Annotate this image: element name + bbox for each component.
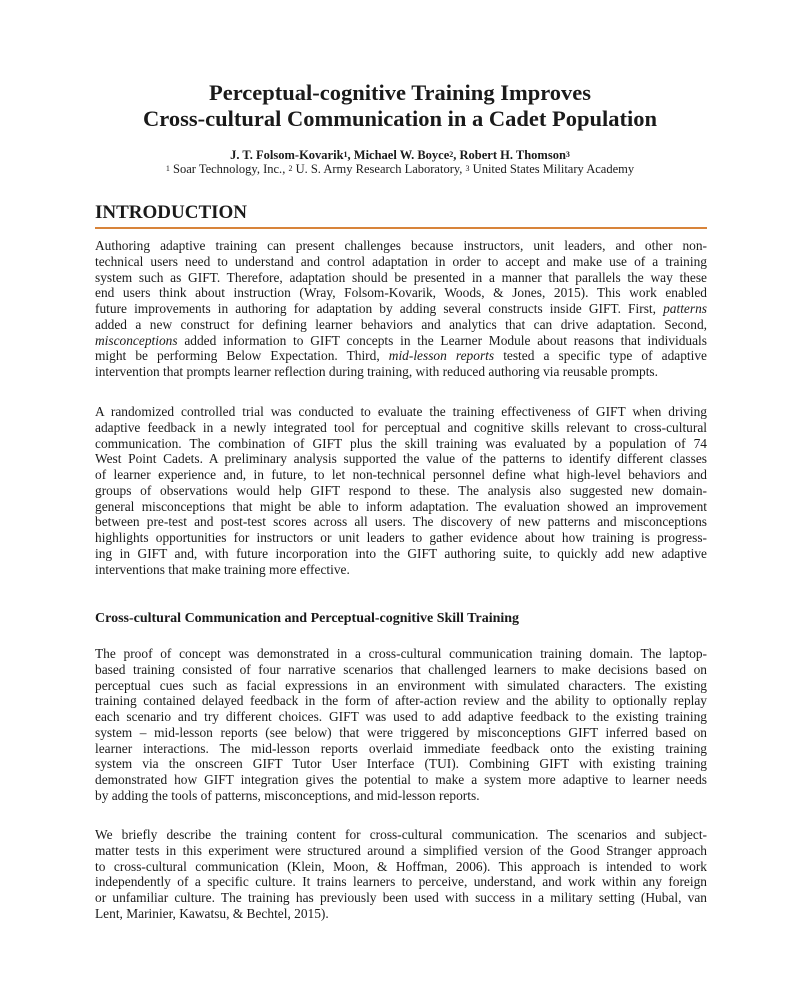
title-line-1: Perceptual-cognitive Training Improves <box>208 80 592 105</box>
introduction-paragraph-1 <box>95 238 707 380</box>
text-line <box>95 348 707 364</box>
text-line: by adding the tools of patterns, misconceptions, and mid-lesson reports. <box>95 787 480 803</box>
text-line: Authoring adaptive training can present challenges because instructors, unit leaders, and other non- <box>95 238 707 253</box>
author-affiliation-mark: 2 <box>449 150 454 159</box>
author-name: Robert H. Thomson <box>459 148 566 162</box>
emphasis-mid-lesson-reports: mid-lesson reports <box>388 348 495 364</box>
title-line-2: Cross-cultural Communication in a Cadet Population <box>143 106 657 131</box>
author-name: J. T. Folsom-Kovarik <box>230 148 344 162</box>
author-list <box>0 148 800 163</box>
text-line: We briefly describe the training content for cross-cultural communication. The scenarios and subject- <box>95 827 707 842</box>
text-line: system via the onscreen GIFT Tutor User Interface (TUI). Combining GIFT with existing training <box>95 756 707 772</box>
text-line: adaptive feedback in a newly integrated tool for perceptual and cognitive skills relevant to cross-cultural <box>95 419 707 435</box>
text-line: general misconceptions that might be able to inform adaptation. The evaluation showed an improvement <box>95 498 707 514</box>
text-run: tested a specific type of adaptive <box>503 348 708 364</box>
text-line: added a new construct for defining learner behaviors and analytics that can drive adaptation. Second, <box>95 316 707 332</box>
affiliation-name: U. S. Army Research Laboratory <box>295 162 460 176</box>
subsection-heading: Cross-cultural Communication and Perceptual-cognitive Skill Training <box>95 611 520 626</box>
affiliation-mark: 1 <box>165 164 170 173</box>
text-line: West Point Cadets. A preliminary analysis supported the value of the patterns to identify different classes <box>95 451 707 467</box>
text-line: communication. The combination of GIFT plus the skill training was evaluated by a population of 74 <box>95 435 707 451</box>
text-line: demonstrated how GIFT integration gives the potential to make a system more adaptive to learner needs <box>95 772 707 787</box>
text-line: system such as GIFT. Therefore, adaptation should be presented in a manner that parallels the way these <box>95 269 707 285</box>
text-line: highlights opportunities for instructors or unit leaders to gather evidence about how training is progress- <box>95 530 707 545</box>
affiliation-separator: , <box>459 162 466 176</box>
author-affiliation-mark: 3 <box>565 150 570 159</box>
emphasis-patterns: patterns <box>663 301 707 316</box>
author-separator: , <box>453 148 460 162</box>
affiliation-name: United States Military Academy <box>472 162 635 176</box>
text-line: ing in GIFT and, with future incorporation into the GIFT authoring suite, to quickly add new adaptive <box>95 545 707 561</box>
text-run: future improvements in authoring for adaptation by adding several constructs inside GIFT. First, <box>95 301 656 316</box>
author-separator: , <box>347 148 354 162</box>
text-line: perceptual cues such as facial expressions in an environment with simulated characters. The existing <box>95 677 707 693</box>
affiliation-mark: 3 <box>465 164 470 173</box>
affiliation-list <box>0 162 800 177</box>
text-line: to cross-cultural communication (Klein, Moon, & Hoffman, 2006). This approach is intended to work <box>95 858 707 874</box>
affiliation-mark: 2 <box>288 164 293 173</box>
text-run: added information to GIFT concepts in the Learner Module about reasons that individuals <box>184 332 707 348</box>
affiliation-name: Soar Technology, Inc. <box>173 162 283 176</box>
emphasis-misconceptions: misconceptions <box>95 332 178 348</box>
text-line: or unfamiliar culture. The training has previously been used with success in a military setting (Hubal, van <box>95 890 707 905</box>
text-line: end users think about instruction (Wray, Folsom-Kovarik, Woods, & Jones, 2015). This work enabled <box>95 285 707 301</box>
subsection-paragraph-2 <box>95 827 707 922</box>
text-line: matter tests in this experiment were structured around a simplified version of the Good Stranger approach <box>95 842 707 858</box>
text-line: between pre-test and post-test scores across all users. The discovery of new patterns and misconceptions <box>95 514 707 530</box>
text-line: training contained delayed feedback in the form of after-action review and the ability to optionally replay <box>95 693 707 709</box>
text-line: of learner experience and, in future, to let non-technical personnel define what high-level behaviors and <box>95 467 707 482</box>
subsection-paragraph-1 <box>95 646 707 804</box>
introduction-paragraph-2 <box>95 404 707 577</box>
text-line: each scenario and try different choices. GIFT was used to add adaptive feedback to the existing training <box>95 709 707 724</box>
text-line: The proof of concept was demonstrated in a cross-cultural communication training domain. The laptop- <box>95 646 707 661</box>
text-line: learner interactions. The mid-lesson reports overlaid immediate feedback onto the existing training <box>95 740 707 756</box>
paper-title <box>0 80 800 132</box>
section-heading-introduction: INTRODUCTION <box>95 202 707 229</box>
text-line: system – mid-lesson reports (see below) that were triggered by misconceptions GIFT inferred based on <box>95 724 707 740</box>
text-line: interventions that make training more effective. <box>95 561 350 577</box>
text-line: A randomized controlled trial was conducted to evaluate the training effectiveness of GIFT when driving <box>95 404 707 419</box>
text-line: Lent, Marinier, Kawatsu, & Bechtel, 2015). <box>95 905 329 921</box>
text-line: technical users need to understand and control adaptation in order to accept and make use of a training <box>95 253 707 269</box>
text-line: independently of a specific culture. It trains learners to perceive, understand, and work within any foreign <box>95 874 707 890</box>
author-affiliation-mark: 1 <box>343 150 348 159</box>
affiliation-separator: , <box>282 162 289 176</box>
text-run: might be performing Below Expectation. Third, <box>95 348 380 364</box>
author-name: Michael W. Boyce <box>353 148 450 162</box>
text-line: intervention that prompts learner reflection during training, with reduced authoring via reusable prompts. <box>95 364 658 379</box>
text-line <box>95 301 707 317</box>
text-line: based training consisted of four narrative scenarios that challenged learners to make decisions based on <box>95 661 707 677</box>
text-line <box>95 333 707 349</box>
text-line: groups of observations would help GIFT respond to these. The analysis also suggested new domain- <box>95 482 707 498</box>
